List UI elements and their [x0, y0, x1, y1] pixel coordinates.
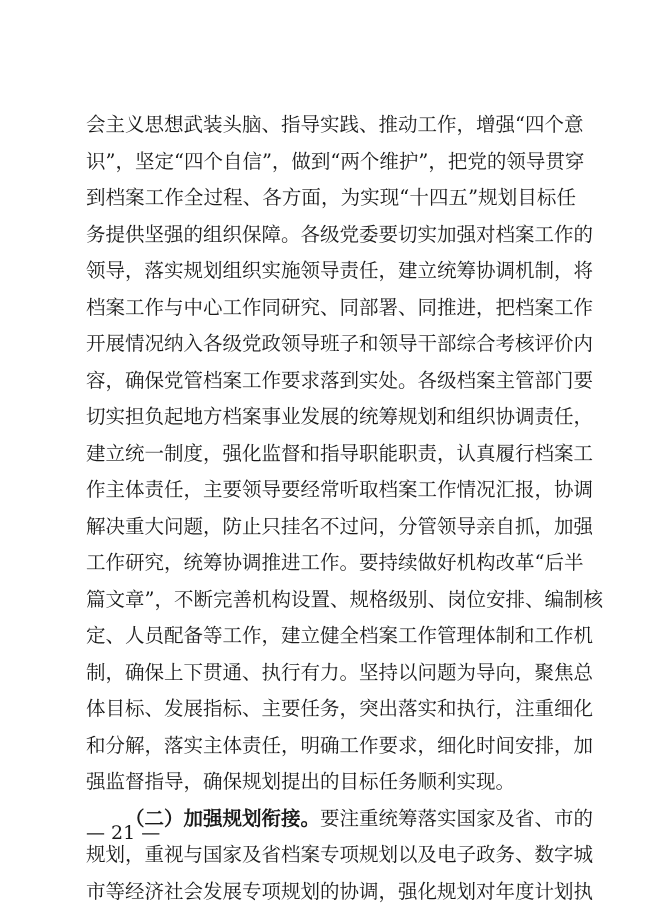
text-line: 篇文章”，不断完善机构设置、规格级别、岗位安排、编制核 — [86, 587, 603, 611]
text-line: 体目标、发展指标、主要任务，突出落实和执行，注重细化 — [86, 697, 594, 720]
text-line: 和分解，落实主体责任，明确工作要求，细化时间安排，加 — [86, 733, 594, 757]
page-number: — 21 — — [86, 822, 161, 844]
section-heading: （二）加强规划衔接。 — [125, 806, 321, 830]
text-line: 定、人员配备等工作，建立健全档案工作管理体制和工作机 — [86, 624, 594, 647]
text-line: 强监督指导，确保规划提出的目标任务顺利实现。 — [86, 770, 516, 793]
text-line: 建立统一制度，强化监督和指导职能职责，认真履行档案工 — [86, 441, 594, 465]
text-line: 务提供坚强的组织保障。各级党委要切实加强对档案工作的 — [86, 222, 594, 246]
text-line: 切实担负起地方档案事业发展的统筹规划和组织协调责任， — [86, 405, 594, 428]
text-line: 容，确保党管档案工作要求落到实处。各级档案主管部门要 — [86, 368, 594, 392]
text-line: 开展情况纳入各级党政领导班子和领导干部综合考核评价内 — [86, 332, 594, 355]
text-line: 会主义思想武装头脑、指导实践、推动工作，增强“四个意 — [86, 113, 584, 136]
text-line: 工作研究，统筹协调推进工作。要持续做好机构改革“后半 — [86, 551, 584, 574]
text-line: 市等经济社会发展专项规划的协调，强化规划对年度计划执 — [86, 879, 594, 903]
text-line: 作主体责任，主要领导要经常听取档案工作情况汇报，协调 — [86, 478, 594, 501]
section-heading-rest: 要注重统筹落实国家及省、市的 — [320, 806, 594, 830]
text-line: 识”，坚定“四个自信”，做到“两个维护”，把党的领导贯穿 — [86, 149, 585, 173]
document-body — [86, 107, 603, 910]
text-line: 解决重大问题，防止只挂名不过问，分管领导亲自抓，加强 — [86, 514, 594, 538]
text-line: 制，确保上下贯通、执行有力。坚持以问题为导向，聚焦总 — [86, 660, 594, 684]
text-line: 领导，落实规划组织实施领导责任，建立统筹协调机制，将 — [86, 259, 594, 282]
text-line: 到档案工作全过程、各方面，为实现“十四五”规划目标任 — [86, 186, 576, 209]
text-line: 规划，重视与国家及省档案专项规划以及电子政务、数字城 — [86, 843, 594, 866]
text-line: 档案工作与中心工作同研究、同部署、同推进，把档案工作 — [86, 295, 594, 319]
